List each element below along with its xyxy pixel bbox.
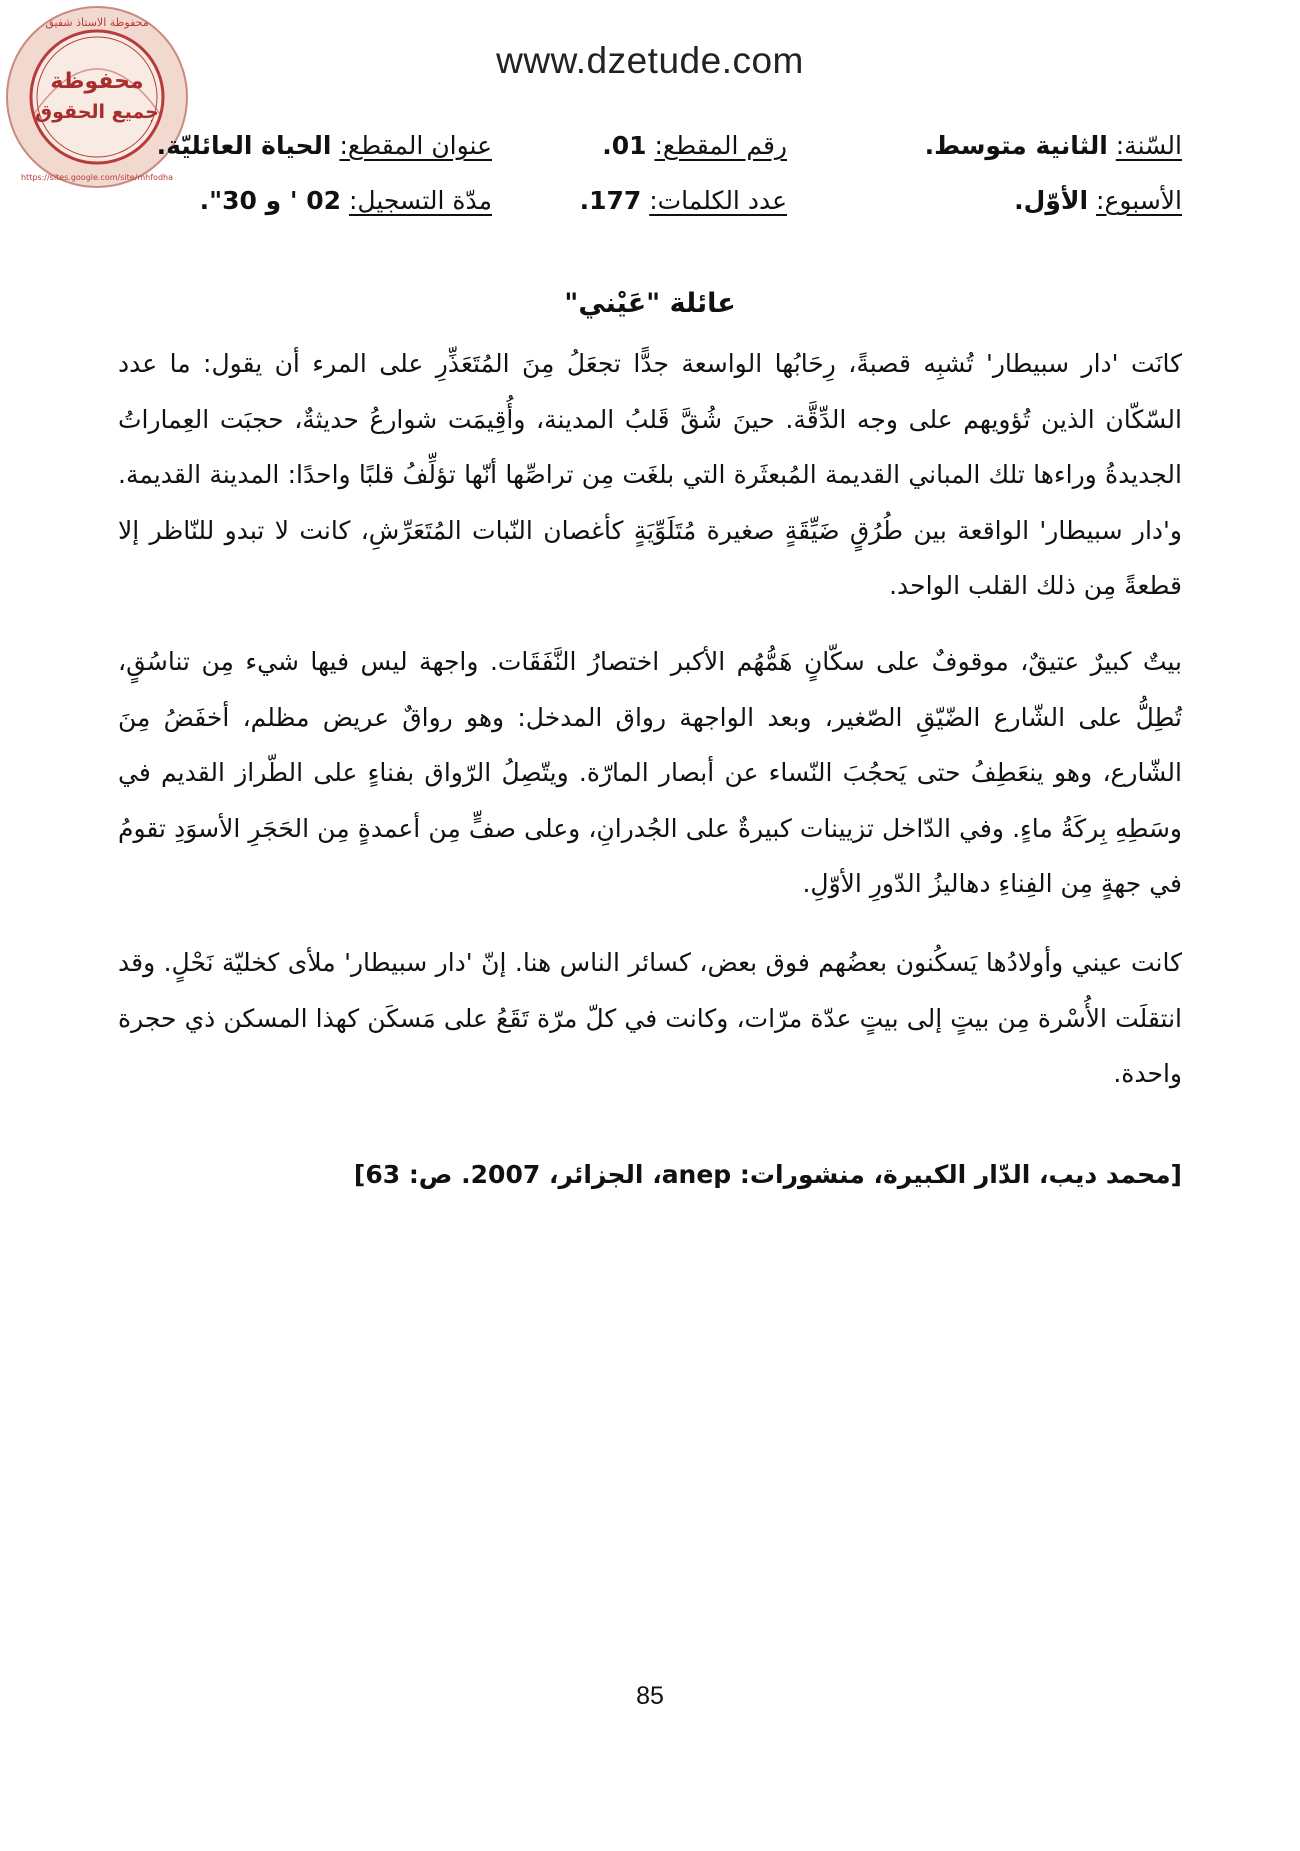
meta-segment-number: رقم المقطع: 01.	[602, 131, 787, 160]
meta-duration: مدّة التسجيل: 02 ' و 30".	[199, 186, 492, 215]
text-title: عائلة "عَيْني"	[564, 288, 736, 319]
segment-number-value: 01	[611, 131, 647, 160]
segment-title-value: الحياة العائليّة	[166, 131, 332, 160]
duration-label: مدّة التسجيل:	[348, 186, 492, 215]
meta-segment-title: عنوان المقطع: الحياة العائليّة.	[156, 131, 492, 160]
paragraph-1	[118, 336, 1182, 614]
source-citation: [محمد ديب، الدّار الكبيرة، منشورات: anep، الجزائر، 2007. ص: 63]	[353, 1160, 1182, 1189]
svg-text:محفوظة: محفوظة	[50, 69, 144, 94]
meta-year: السّنة: الثانية متوسط.	[924, 131, 1182, 160]
year-value: الثانية متوسط	[934, 131, 1108, 160]
week-value: الأوّل	[1023, 186, 1089, 215]
meta-word-count: عدد الكلمات: 177.	[579, 186, 787, 215]
year-label: السّنة:	[1115, 131, 1182, 160]
site-url[interactable]: www.dzetude.com	[496, 40, 804, 81]
svg-text:https://sites.google.com/site/: https://sites.google.com/site/mhfodha	[20, 173, 174, 182]
paragraph-2	[118, 634, 1182, 912]
duration-value: 02 ' و 30"	[209, 186, 342, 215]
paragraph-3-text: كانت عيني وأولادُها يَسكُنون بعضُهم فوق بعض، كسائر الناس هنا. إنّ 'دار سبيطار' ملأى كخليّة نَحْلٍ. وقد انتقلَت الأُسْرة مِن بيتٍ إلى بيتٍ عدّة مرّات، وكانت في كلّ مرّة تَقَعُ على مَسكَن كهذا المسكن ذي حجرة واحدة.	[118, 948, 1182, 1088]
meta-week: الأسبوع: الأوّل.	[1014, 186, 1182, 215]
svg-text:جميع الحقوق: جميع الحقوق	[35, 101, 159, 123]
page-number: 85	[636, 1682, 664, 1710]
paragraph-3	[118, 935, 1182, 1102]
segment-title-label: عنوان المقطع:	[339, 131, 492, 160]
word-count-value: 177	[589, 186, 642, 215]
paragraph-1-text: كانَت 'دار سبيطار' تُشبِه قصبةً، رِحَابُها الواسعة جدًّا تجعَلُ مِنَ المُتَعَذِّرِ على المرء أن يقول: ما عدد السّكّان الذين تُؤويهم على وجه الدِّقَّة. حينَ شُقَّ قَلبُ المدينة، وأُقِيمَت شوارعُ حديثةٌ، حجبَت العِماراتُ الجديدةُ وراءها تلك المباني القديمة المُبعثَرة التي بلغَت مِن تراصِّها أنّها تؤلِّفُ قلبًا واحدًا: المدينة القديمة. و'دار سبيطار' الواقعة بين طُرُقٍ ضَيِّقَةٍ صغيرة مُتَلَوِّيَةٍ كأغصان النّبات المُتَعَرِّشِ، كانت لا تبدو للنّاظر إلا قطعةً مِن ذلك القلب الواحد.	[118, 349, 1182, 600]
segment-number-label: رقم المقطع:	[654, 131, 787, 160]
week-label: الأسبوع:	[1096, 186, 1182, 215]
svg-text:محفوظة الاستاذ شفيق: محفوظة الاستاذ شفيق	[45, 16, 149, 29]
paragraph-2-text: بيتٌ كبيرٌ عتيقٌ، موقوفٌ على سكّانٍ هَمُّهُم الأكبر اختصارُ النَّفَقَات. واجهة ليس فيها شيء مِن تناسُقٍ، تُطِلُّ على الشّارع الضّيّقِ الصّغير، وبعد الواجهة رواق المدخل: وهو رواقٌ عريض مظلم، أخفَضُ مِنَ الشّارع، وهو ينعَطِفُ حتى يَحجُبَ النّساء عن أبصار المارّة. ويتّصِلُ الرّواق بفناءٍ على الطّراز القديم في وسَطِهِ بِركَةُ ماءٍ. وفي الدّاخل تزيينات كبيرةٌ على الجُدرانِ، وعلى صفٍّ مِن أعمدةٍ مِن الحَجَرِ الأسوَدِ تقومُ في جهةٍ مِن الفِناءِ دهاليزُ الدّورِ الأوّلِ.	[118, 647, 1182, 898]
word-count-label: عدد الكلمات:	[649, 186, 787, 215]
meta-row-1	[118, 126, 1182, 166]
meta-row-2	[118, 181, 1182, 221]
